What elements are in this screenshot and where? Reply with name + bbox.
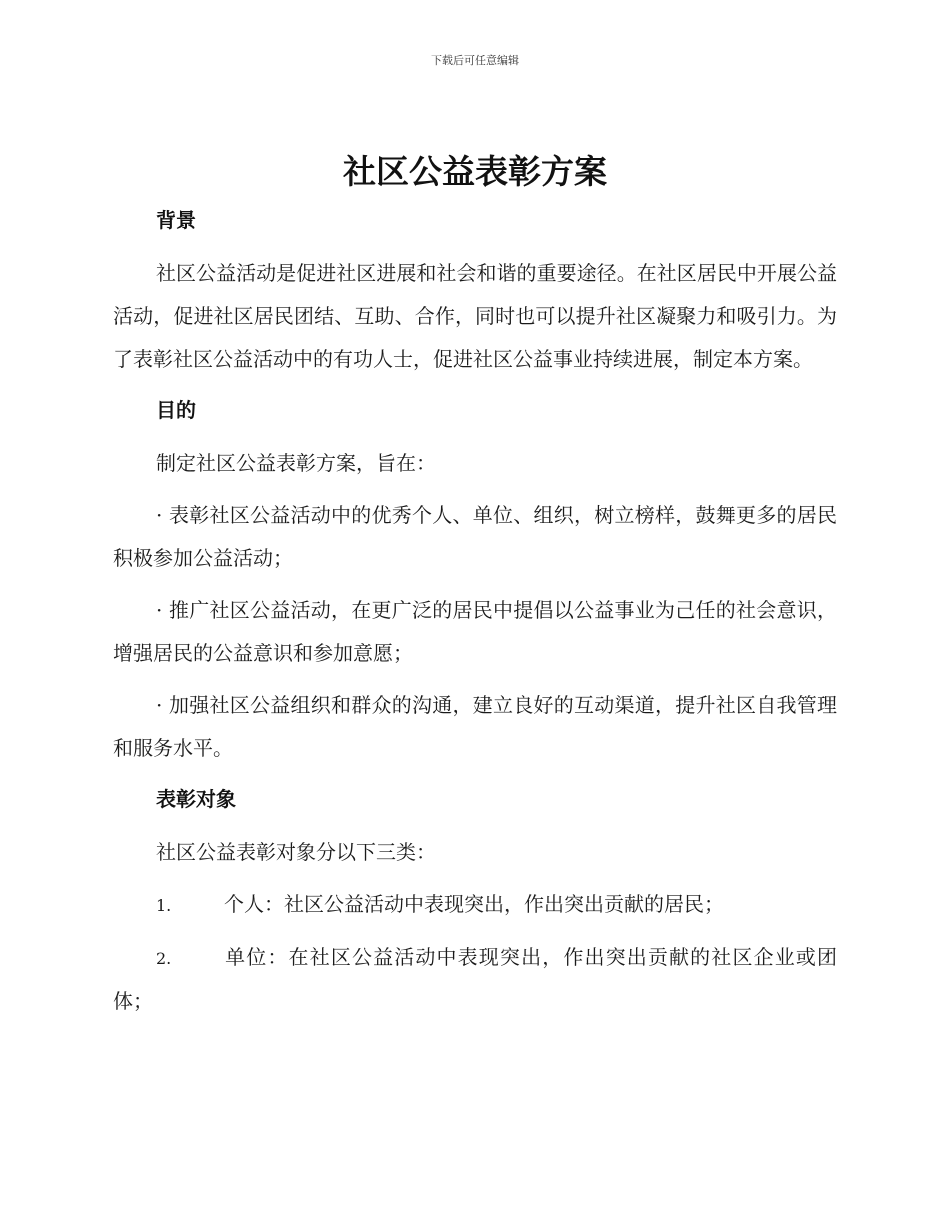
- target-item-2-number: 2.: [156, 949, 172, 968]
- purpose-bullet-2: · 推广社区公益活动，在更广泛的居民中提倡以公益事业为己任的社会意识，增强居民的公益意识和参加意愿；: [113, 598, 837, 665]
- section-heading-targets: 表彰对象: [156, 787, 236, 811]
- background-paragraph: 社区公益活动是促进社区进展和社会和谐的重要途径。在社区居民中开展公益活动，促进社区居民团结、互助、合作，同时也可以提升社区凝聚力和吸引力。为了表彰社区公益活动中的有功人士，促进社区公益事业持续进展，制定本方案。: [113, 261, 837, 371]
- target-item-1-text: 个人：社区公益活动中表现突出，作出突出贡献的居民；: [224, 892, 724, 916]
- document-title: 社区公益表彰方案: [343, 152, 607, 191]
- target-item-1: [113, 883, 837, 927]
- page-header: 下载后可任意编辑: [431, 54, 519, 67]
- purpose-intro: 制定社区公益表彰方案，旨在：: [156, 451, 436, 475]
- document-body: [113, 200, 837, 1032]
- purpose-bullet-1: · 表彰社区公益活动中的优秀个人、单位、组织，树立榜样，鼓舞更多的居民积极参加公益活动；: [113, 503, 837, 570]
- target-item-2-text: 单位：在社区公益活动中表现突出，作出突出贡献的社区企业或团体；: [113, 945, 837, 1013]
- targets-intro: 社区公益表彰对象分以下三类：: [156, 840, 436, 864]
- section-heading-background: 背景: [156, 208, 196, 232]
- target-item-2: [113, 936, 837, 1023]
- target-item-1-number: 1.: [156, 896, 172, 915]
- section-heading-purpose: 目的: [156, 398, 196, 422]
- purpose-bullet-3: · 加强社区公益组织和群众的沟通，建立良好的互动渠道，提升社区自我管理和服务水平。: [113, 693, 837, 760]
